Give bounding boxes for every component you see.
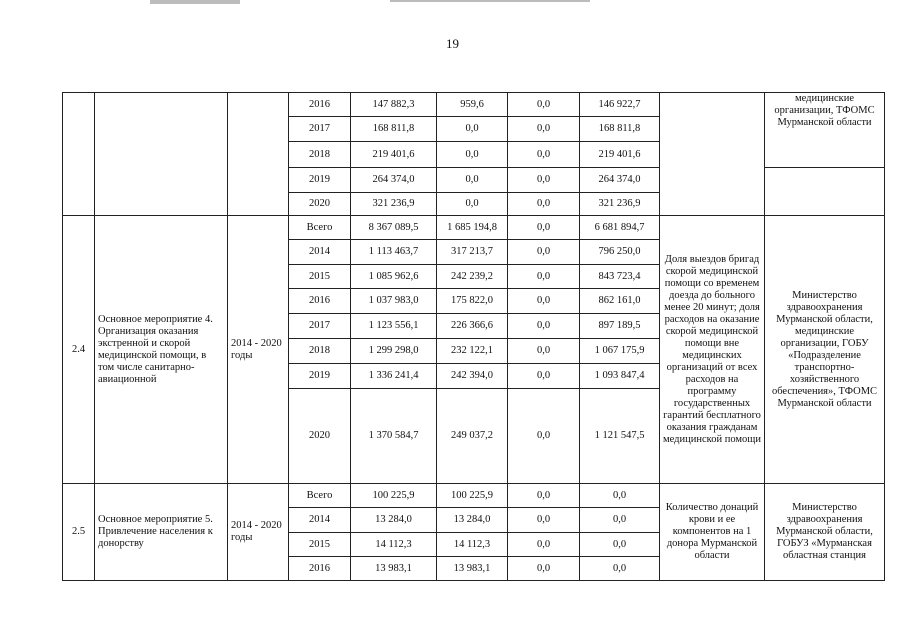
year-cell: 2017 [289, 117, 351, 142]
other-cell: 146 922,7 [580, 93, 660, 117]
year-cell: 2018 [289, 339, 351, 364]
section-name: Основное мероприятие 5. Привлечение населения к донорству [95, 484, 228, 581]
year-cell: 2015 [289, 533, 351, 557]
local-cell: 0,0 [508, 289, 580, 314]
local-cell: 0,0 [508, 389, 580, 484]
executor-cell: Министерство здравоохранения Мурманской области, медицинские организации, ГОБУ «Подразделение транспортно-хозяйственного обеспечения», ТФОМС Мурманской области [765, 216, 885, 484]
local-cell: 0,0 [508, 142, 580, 168]
year-cell: Всего [289, 484, 351, 508]
other-cell: 0,0 [580, 533, 660, 557]
other-cell: 796 250,0 [580, 240, 660, 265]
local-cell: 0,0 [508, 533, 580, 557]
total-cell: 1 123 556,1 [351, 314, 437, 339]
num-cell [63, 93, 95, 216]
year-cell: 2020 [289, 389, 351, 484]
federal-cell: 175 822,0 [437, 289, 508, 314]
other-cell: 0,0 [580, 508, 660, 533]
total-cell: 13 284,0 [351, 508, 437, 533]
other-cell: 0,0 [580, 484, 660, 508]
federal-cell: 14 112,3 [437, 533, 508, 557]
year-cell: 2014 [289, 240, 351, 265]
local-cell: 0,0 [508, 265, 580, 289]
local-cell: 0,0 [508, 314, 580, 339]
year-cell: 2018 [289, 142, 351, 168]
other-cell: 321 236,9 [580, 193, 660, 216]
scan-artifact [150, 0, 240, 4]
total-cell: 1 299 298,0 [351, 339, 437, 364]
year-cell: 2016 [289, 289, 351, 314]
section-period: 2014 - 2020 годы [228, 216, 289, 484]
year-cell: 2019 [289, 168, 351, 193]
year-cell: 2014 [289, 508, 351, 533]
other-cell: 168 811,8 [580, 117, 660, 142]
table-row [63, 93, 885, 117]
section-num: 2.5 [63, 484, 95, 581]
local-cell: 0,0 [508, 508, 580, 533]
total-cell: 168 811,8 [351, 117, 437, 142]
local-cell: 0,0 [508, 193, 580, 216]
federal-cell: 13 284,0 [437, 508, 508, 533]
other-cell: 1 093 847,4 [580, 364, 660, 389]
section-name: Основное мероприятие 4. Организация оказания экстренной и скорой медицинской помощи, в том числе санитарно-авиационной [95, 216, 228, 484]
executor-cell-empty [765, 168, 885, 216]
section-num: 2.4 [63, 216, 95, 484]
year-cell: 2015 [289, 265, 351, 289]
total-cell: 1 113 463,7 [351, 240, 437, 265]
federal-cell: 13 983,1 [437, 557, 508, 581]
section-period: 2014 - 2020 годы [228, 484, 289, 581]
local-cell: 0,0 [508, 339, 580, 364]
name-cell [95, 93, 228, 216]
other-cell: 843 723,4 [580, 265, 660, 289]
local-cell: 0,0 [508, 484, 580, 508]
table-row [63, 216, 885, 240]
year-cell: 2017 [289, 314, 351, 339]
federal-cell: 317 213,7 [437, 240, 508, 265]
other-cell: 264 374,0 [580, 168, 660, 193]
other-cell: 219 401,6 [580, 142, 660, 168]
federal-cell: 0,0 [437, 193, 508, 216]
total-cell: 147 882,3 [351, 93, 437, 117]
federal-cell: 226 366,6 [437, 314, 508, 339]
executor-cell: Министерство здравоохранения Мурманской области, ГОБУЗ «Мурманская областная станция [765, 484, 885, 581]
total-cell: 219 401,6 [351, 142, 437, 168]
federal-cell: 249 037,2 [437, 389, 508, 484]
year-cell: Всего [289, 216, 351, 240]
total-cell: 14 112,3 [351, 533, 437, 557]
year-cell: 2019 [289, 364, 351, 389]
local-cell: 0,0 [508, 93, 580, 117]
federal-cell: 242 239,2 [437, 265, 508, 289]
federal-cell: 0,0 [437, 117, 508, 142]
total-cell: 264 374,0 [351, 168, 437, 193]
total-cell: 8 367 089,5 [351, 216, 437, 240]
total-cell: 1 085 962,6 [351, 265, 437, 289]
local-cell: 0,0 [508, 557, 580, 581]
other-cell: 862 161,0 [580, 289, 660, 314]
page-number: 19 [446, 36, 459, 51]
year-cell: 2016 [289, 557, 351, 581]
local-cell: 0,0 [508, 364, 580, 389]
table-row [63, 484, 885, 508]
total-cell: 1 370 584,7 [351, 389, 437, 484]
year-cell: 2020 [289, 193, 351, 216]
indicator-cell: Количество донаций крови и ее компонентов на 1 донора Мурманской области [660, 484, 765, 581]
other-cell: 0,0 [580, 557, 660, 581]
other-cell: 897 189,5 [580, 314, 660, 339]
other-cell: 1 067 175,9 [580, 339, 660, 364]
local-cell: 0,0 [508, 168, 580, 193]
federal-cell: 232 122,1 [437, 339, 508, 364]
federal-cell: 100 225,9 [437, 484, 508, 508]
local-cell: 0,0 [508, 117, 580, 142]
total-cell: 1 037 983,0 [351, 289, 437, 314]
year-cell: 2016 [289, 93, 351, 117]
federal-cell: 242 394,0 [437, 364, 508, 389]
total-cell: 321 236,9 [351, 193, 437, 216]
federal-cell: 0,0 [437, 142, 508, 168]
executor-cell: медицинские организации, ТФОМС Мурманской области [765, 93, 885, 168]
other-cell: 1 121 547,5 [580, 389, 660, 484]
local-cell: 0,0 [508, 216, 580, 240]
federal-cell: 0,0 [437, 168, 508, 193]
total-cell: 13 983,1 [351, 557, 437, 581]
federal-cell: 1 685 194,8 [437, 216, 508, 240]
local-cell: 0,0 [508, 240, 580, 265]
indicator-cell [660, 93, 765, 216]
other-cell: 6 681 894,7 [580, 216, 660, 240]
federal-cell: 959,6 [437, 93, 508, 117]
program-table [62, 92, 885, 581]
period-cell [228, 93, 289, 216]
total-cell: 100 225,9 [351, 484, 437, 508]
scan-artifact [390, 0, 590, 2]
indicator-cell: Доля выездов бригад скорой медицинской помощи со временем доезда до больного менее 20 минут; доля расходов на оказание скорой медицинской помощи вне медицинских организаций от всех расходов на программу государственных гарантий бесплатного оказания гражданам медицинской помощи [660, 216, 765, 484]
total-cell: 1 336 241,4 [351, 364, 437, 389]
